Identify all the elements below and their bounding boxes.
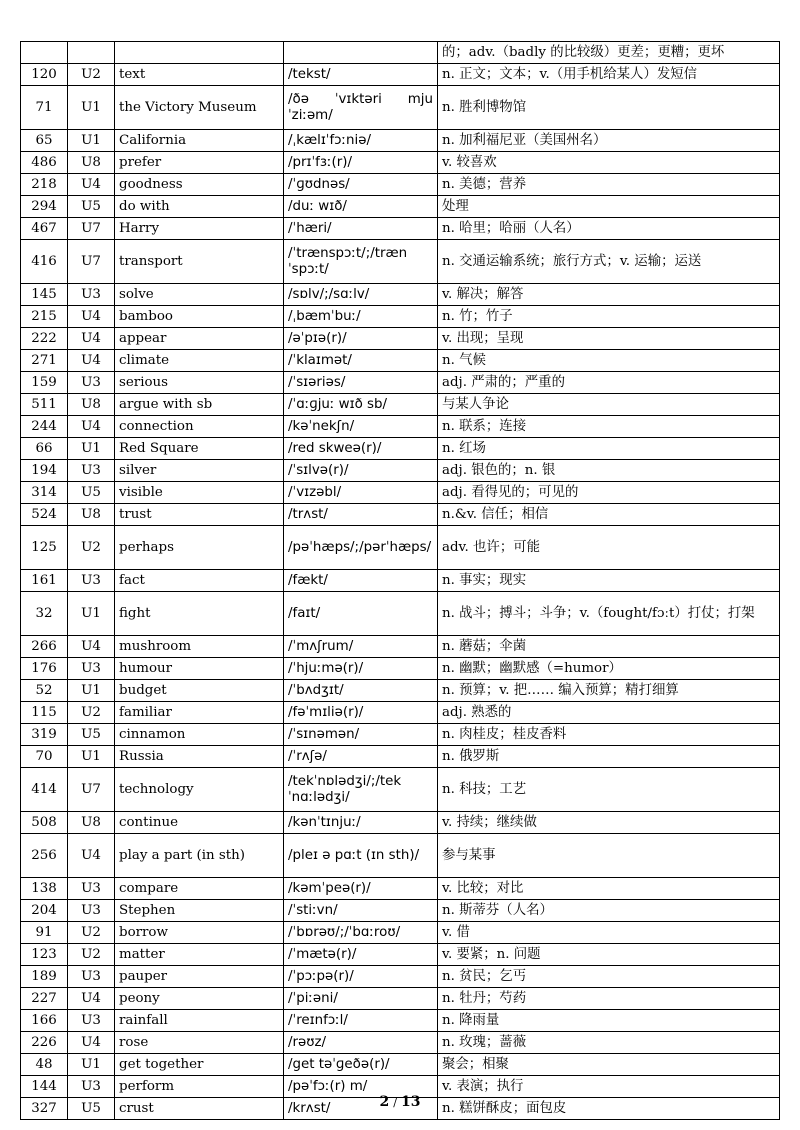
entry-word [115,42,284,64]
table-row [21,526,780,570]
unit-label: U5 [68,724,115,746]
entry-word: do with [115,196,284,218]
unit-label: U4 [68,350,115,372]
entry-number: 65 [21,130,68,152]
table-row [21,372,780,394]
entry-phonetic: /prɪˈfɜː(r)/ [284,152,438,174]
entry-phonetic: /pəˈhæps/;/pərˈhæps/ [284,526,438,570]
unit-label: U1 [68,130,115,152]
unit-label: U5 [68,1098,115,1120]
table-row [21,42,780,64]
table-row [21,988,780,1010]
entry-word: bamboo [115,306,284,328]
entry-meaning: n. 胜利博物馆 [438,86,780,130]
entry-word: matter [115,944,284,966]
unit-label: U5 [68,196,115,218]
table-row [21,504,780,526]
entry-phonetic: /ˈɑːɡjuː wɪð sb/ [284,394,438,416]
entry-phonetic: /ðə ˈvɪktəri mjuˈziːəm/ [284,86,438,130]
entry-word: humour [115,658,284,680]
entry-number: 244 [21,416,68,438]
table-row [21,438,780,460]
entry-number: 327 [21,1098,68,1120]
entry-number: 416 [21,240,68,284]
entry-word: budget [115,680,284,702]
entry-meaning: adv. 也许；可能 [438,526,780,570]
entry-word: get together [115,1054,284,1076]
entry-meaning: 与某人争论 [438,394,780,416]
table-row [21,922,780,944]
entry-word: cinnamon [115,724,284,746]
entry-word: appear [115,328,284,350]
page-number-separator: / [393,1096,397,1109]
entry-meaning: n. 竹；竹子 [438,306,780,328]
vocabulary-table-body [21,42,780,1120]
entry-meaning: adj. 熟悉的 [438,702,780,724]
entry-word: fact [115,570,284,592]
unit-label: U4 [68,636,115,658]
entry-number: 256 [21,834,68,878]
unit-label: U3 [68,878,115,900]
entry-number: 486 [21,152,68,174]
entry-meaning: 参与某事 [438,834,780,878]
unit-label: U8 [68,394,115,416]
table-row [21,86,780,130]
entry-word: climate [115,350,284,372]
entry-meaning: n. 预算；v. 把…… 编入预算；精打细算 [438,680,780,702]
table-row [21,284,780,306]
vocabulary-table [20,41,780,1120]
entry-word: Red Square [115,438,284,460]
entry-meaning: n. 肉桂皮；桂皮香料 [438,724,780,746]
entry-phonetic: /ˈɡʊdnəs/ [284,174,438,196]
entry-number: 176 [21,658,68,680]
entry-phonetic: /ˈbʌdʒɪt/ [284,680,438,702]
entry-number: 159 [21,372,68,394]
unit-label: U2 [68,526,115,570]
unit-label: U7 [68,240,115,284]
unit-label: U2 [68,702,115,724]
table-row [21,196,780,218]
table-row [21,812,780,834]
entry-phonetic: /ˈstiːvn/ [284,900,438,922]
entry-phonetic: /get təˈɡeðə(r)/ [284,1054,438,1076]
unit-label: U8 [68,812,115,834]
entry-number: 189 [21,966,68,988]
table-row [21,152,780,174]
table-row [21,570,780,592]
table-row [21,1010,780,1032]
entry-meaning: adj. 看得见的；可见的 [438,482,780,504]
entry-word: fight [115,592,284,636]
entry-number: 294 [21,196,68,218]
entry-meaning: v. 表演；执行 [438,1076,780,1098]
table-row [21,768,780,812]
table-row [21,680,780,702]
unit-label: U2 [68,922,115,944]
entry-meaning: 处理 [438,196,780,218]
entry-phonetic: /ˈreɪnfɔːl/ [284,1010,438,1032]
entry-phonetic: /trʌst/ [284,504,438,526]
entry-meaning: n.&v. 信任；相信 [438,504,780,526]
entry-word: solve [115,284,284,306]
entry-phonetic: /krʌst/ [284,1098,438,1120]
entry-word: rainfall [115,1010,284,1032]
entry-word: pauper [115,966,284,988]
table-row [21,460,780,482]
entry-phonetic: /kənˈtɪnjuː/ [284,812,438,834]
entry-phonetic: /ˈvɪzəbl/ [284,482,438,504]
entry-meaning: n. 幽默；幽默感（=humor） [438,658,780,680]
entry-meaning: n. 牡丹；芍药 [438,988,780,1010]
entry-word: trust [115,504,284,526]
entry-word: Russia [115,746,284,768]
entry-word: text [115,64,284,86]
entry-word: perform [115,1076,284,1098]
entry-number: 218 [21,174,68,196]
unit-label: U3 [68,1076,115,1098]
table-row [21,394,780,416]
entry-number: 115 [21,702,68,724]
unit-label: U3 [68,284,115,306]
entry-meaning: adj. 银色的；n. 银 [438,460,780,482]
entry-number: 266 [21,636,68,658]
entry-word: California [115,130,284,152]
entry-phonetic: /ˈhæri/ [284,218,438,240]
entry-number: 215 [21,306,68,328]
entry-word: Stephen [115,900,284,922]
entry-word: familiar [115,702,284,724]
entry-word: silver [115,460,284,482]
entry-meaning: n. 交通运输系统；旅行方式；v. 运输；运送 [438,240,780,284]
entry-phonetic: /ˈrʌʃə/ [284,746,438,768]
entry-meaning: n. 俄罗斯 [438,746,780,768]
entry-meaning: n. 美德；营养 [438,174,780,196]
unit-label: U7 [68,218,115,240]
table-row [21,658,780,680]
entry-number: 48 [21,1054,68,1076]
entry-phonetic: /ˈsɪəriəs/ [284,372,438,394]
unit-label: U3 [68,372,115,394]
entry-meaning: v. 较喜欢 [438,152,780,174]
entry-meaning: n. 红场 [438,438,780,460]
unit-label: U1 [68,592,115,636]
entry-word: transport [115,240,284,284]
entry-word: connection [115,416,284,438]
table-row [21,130,780,152]
entry-word: compare [115,878,284,900]
unit-label: U3 [68,1010,115,1032]
entry-number: 144 [21,1076,68,1098]
table-row [21,350,780,372]
entry-phonetic: /əˈpɪə(r)/ [284,328,438,350]
unit-label: U4 [68,416,115,438]
table-row [21,328,780,350]
entry-meaning: n. 哈里；哈丽（人名） [438,218,780,240]
unit-label: U5 [68,482,115,504]
entry-word: argue with sb [115,394,284,416]
entry-meaning: n. 科技；工艺 [438,768,780,812]
entry-meaning: v. 出现；呈现 [438,328,780,350]
entry-number: 70 [21,746,68,768]
entry-word: serious [115,372,284,394]
entry-phonetic: /ˈtrænspɔːt/;/trænˈspɔːt/ [284,240,438,284]
entry-word: goodness [115,174,284,196]
entry-meaning: adj. 严肃的；严重的 [438,372,780,394]
entry-meaning: n. 加利福尼亚（美国州名） [438,130,780,152]
unit-label: U1 [68,86,115,130]
unit-label: U4 [68,834,115,878]
table-row [21,900,780,922]
entry-number: 314 [21,482,68,504]
entry-word: visible [115,482,284,504]
entry-phonetic: /ˈklaɪmət/ [284,350,438,372]
entry-meaning: n. 贫民；乞丐 [438,966,780,988]
entry-meaning: v. 持续；继续做 [438,812,780,834]
entry-phonetic: /ˈmʌʃrum/ [284,636,438,658]
unit-label: U3 [68,460,115,482]
entry-phonetic: /duː wɪð/ [284,196,438,218]
entry-word: crust [115,1098,284,1120]
entry-number: 52 [21,680,68,702]
unit-label [68,42,115,64]
table-row [21,240,780,284]
unit-label: U4 [68,988,115,1010]
entry-number: 414 [21,768,68,812]
entry-phonetic: /pleɪ ə pɑːt (ɪn sth)/ [284,834,438,878]
entry-number: 319 [21,724,68,746]
unit-label: U3 [68,966,115,988]
unit-label: U4 [68,328,115,350]
entry-word: borrow [115,922,284,944]
entry-number: 226 [21,1032,68,1054]
entry-meaning: n. 正文；文本；v.（用手机给某人）发短信 [438,64,780,86]
unit-label: U4 [68,306,115,328]
unit-label: U4 [68,174,115,196]
table-row [21,64,780,86]
table-row [21,174,780,196]
entry-word: perhaps [115,526,284,570]
unit-label: U7 [68,768,115,812]
entry-phonetic: /ˌbæmˈbuː/ [284,306,438,328]
table-row [21,592,780,636]
entry-phonetic: /ˌkælɪˈfɔːniə/ [284,130,438,152]
entry-phonetic: /faɪt/ [284,592,438,636]
entry-phonetic: /ˈmætə(r)/ [284,944,438,966]
entry-number: 120 [21,64,68,86]
entry-phonetic: /ˈpiːəni/ [284,988,438,1010]
entry-word: Harry [115,218,284,240]
entry-word: peony [115,988,284,1010]
unit-label: U8 [68,504,115,526]
entry-phonetic: /ˈpɔːpə(r)/ [284,966,438,988]
entry-number: 166 [21,1010,68,1032]
entry-meaning: n. 玫瑰；蔷薇 [438,1032,780,1054]
table-row [21,416,780,438]
entry-phonetic: /fəˈmɪliə(r)/ [284,702,438,724]
entry-word: technology [115,768,284,812]
entry-word: mushroom [115,636,284,658]
entry-number: 524 [21,504,68,526]
table-row [21,636,780,658]
entry-phonetic: /ˈhjuːmə(r)/ [284,658,438,680]
entry-phonetic: /fækt/ [284,570,438,592]
entry-number: 271 [21,350,68,372]
entry-number: 91 [21,922,68,944]
entry-meaning: n. 联系；连接 [438,416,780,438]
unit-label: U8 [68,152,115,174]
entry-phonetic: /pəˈfɔː(r) m/ [284,1076,438,1098]
unit-label: U4 [68,1032,115,1054]
entry-word: continue [115,812,284,834]
entry-word: rose [115,1032,284,1054]
entry-word: the Victory Museum [115,86,284,130]
entry-number: 227 [21,988,68,1010]
unit-label: U1 [68,1054,115,1076]
unit-label: U2 [68,944,115,966]
entry-number: 204 [21,900,68,922]
unit-label: U3 [68,658,115,680]
table-row [21,966,780,988]
entry-phonetic: /tekst/ [284,64,438,86]
entry-phonetic: /ˈbɒrəʊ/;/ˈbɑːroʊ/ [284,922,438,944]
entry-phonetic: /sɒlv/;/sɑːlv/ [284,284,438,306]
entry-meaning: v. 比较；对比 [438,878,780,900]
entry-number: 138 [21,878,68,900]
table-row [21,834,780,878]
entry-phonetic: /rəʊz/ [284,1032,438,1054]
unit-label: U1 [68,680,115,702]
entry-meaning: n. 蘑菇；伞菌 [438,636,780,658]
entry-word: prefer [115,152,284,174]
table-row [21,724,780,746]
unit-label: U2 [68,64,115,86]
unit-label: U3 [68,900,115,922]
entry-number [21,42,68,64]
entry-meaning: n. 气候 [438,350,780,372]
entry-meaning: v. 借 [438,922,780,944]
entry-meaning: v. 解决；解答 [438,284,780,306]
entry-number: 123 [21,944,68,966]
entry-number: 66 [21,438,68,460]
table-row [21,702,780,724]
table-row [21,878,780,900]
entry-number: 467 [21,218,68,240]
entry-phonetic: /ˈsɪnəmən/ [284,724,438,746]
entry-meaning: v. 要紧；n. 问题 [438,944,780,966]
entry-number: 32 [21,592,68,636]
entry-number: 145 [21,284,68,306]
entry-number: 71 [21,86,68,130]
entry-meaning: n. 降雨量 [438,1010,780,1032]
entry-meaning: 的；adv.（badly 的比较级）更差；更糟；更坏 [438,42,780,64]
entry-number: 222 [21,328,68,350]
entry-number: 508 [21,812,68,834]
entry-number: 511 [21,394,68,416]
entry-phonetic: /tekˈnɒlədʒi/;/tekˈnɑːlədʒi/ [284,768,438,812]
entry-number: 194 [21,460,68,482]
page-number-total: 13 [400,1094,421,1110]
entry-number: 125 [21,526,68,570]
entry-meaning: n. 斯蒂芬（人名） [438,900,780,922]
table-row [21,944,780,966]
entry-phonetic: /red skweə(r)/ [284,438,438,460]
entry-number: 161 [21,570,68,592]
unit-label: U1 [68,746,115,768]
entry-meaning: 聚会；相聚 [438,1054,780,1076]
entry-phonetic: /ˈsɪlvə(r)/ [284,460,438,482]
table-row [21,1054,780,1076]
entry-phonetic: /kəˈnekʃn/ [284,416,438,438]
entry-word: play a part (in sth) [115,834,284,878]
entry-meaning: n. 糕饼酥皮；面包皮 [438,1098,780,1120]
table-row [21,482,780,504]
entry-phonetic [284,42,438,64]
entry-meaning: n. 事实；现实 [438,570,780,592]
unit-label: U3 [68,570,115,592]
table-row [21,306,780,328]
table-row [21,1032,780,1054]
table-row [21,218,780,240]
page-footer [0,1094,800,1110]
entry-meaning: n. 战斗；搏斗；斗争；v.（fought/fɔːt）打仗；打架 [438,592,780,636]
entry-phonetic: /kəmˈpeə(r)/ [284,878,438,900]
table-row [21,746,780,768]
unit-label: U1 [68,438,115,460]
page-number-current: 2 [379,1094,390,1110]
